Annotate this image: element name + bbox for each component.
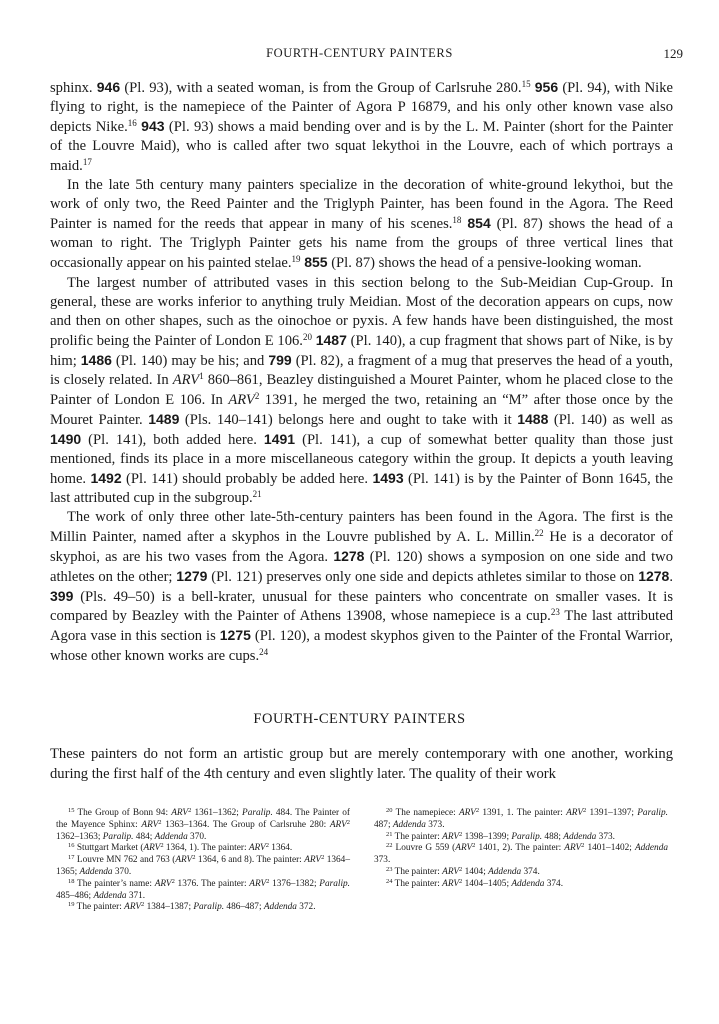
catalogue-number: 854 <box>467 215 491 232</box>
catalogue-number: 1278 <box>638 567 670 584</box>
catalogue-number: 1486 <box>80 352 112 369</box>
footnote-ref: 15 <box>521 79 531 89</box>
catalogue-number: 946 <box>96 79 121 95</box>
footnote-18: $^{18}$ The painter’s name: ARV$^2$ 1376. The painter: ARV$^2$ 1376–1382; Paralip. 485–486; Addenda 371. <box>56 877 350 901</box>
edition-superscript: 1 <box>199 371 204 382</box>
catalogue-number: 1278 <box>333 547 365 564</box>
footnote-16: $^{16}$ Stuttgart Market (ARV$^2$ 1364, 1). The painter: ARV$^2$ 1364. <box>68 842 293 854</box>
catalogue-number: 1492 <box>90 470 122 487</box>
section-heading: FOURTH-CENTURY PAINTERS <box>253 711 466 727</box>
catalogue-number: 399 <box>50 588 74 605</box>
footnote-ref: 18 <box>452 215 462 226</box>
catalogue-number: 1279 <box>176 567 208 584</box>
footnote-ref: 19 <box>291 254 301 265</box>
catalogue-number: 855 <box>304 254 328 271</box>
footnote-17: $^{17}$ Louvre MN 762 and 763 (ARV$^2$ 1364, 6 and 8). The painter: ARV$^2$ 1364–1365; Addenda 370. <box>56 854 350 877</box>
abbreviation: ARV <box>228 391 255 408</box>
catalogue-number: 799 <box>268 352 292 369</box>
footnote-ref: 17 <box>82 156 92 167</box>
footnote-19: $^{19}$ The painter: ARV$^2$ 1384–1387; Paralip. 486–487; Addenda 372. <box>68 901 316 913</box>
footnote-ref: 16 <box>127 118 137 129</box>
section-text <box>50 745 673 784</box>
footnotes <box>56 808 668 914</box>
footnote-15: $^{15}$ The Group of Bonn 94: ARV$^2$ 1361–1362; Paralip. 484. The Painter of the Mayence Sphinx: ARV$^2$ 1363–1364. The Group of Carlsruhe 280: ARV$^2$ 1362–1363; Paralip. 484; Addenda 370. <box>56 807 350 842</box>
paragraph-1: sphinx. 946 (Pl. 93), with a seated woman, is from the Group of Carlsruhe 280.15 956 (Pl. 94), with Nike flying to right, is the namepiece of the Painter of Agora P 16879, and his only other known vase also depicts Nike.$^{16}$ 943 (Pl. 93) shows a maid bending over and is by the L. M. Painter (short for the Painter of the Louvre Maid), who is called after two squat lekythoi in the Louvre, each of which portrays a maid.$^{17}$ <box>50 79 673 174</box>
footnotes-right-column <box>374 808 668 914</box>
abbreviation: ARV <box>172 372 200 389</box>
footnotes-left-column <box>56 808 350 914</box>
catalogue-number: 1490 <box>50 430 82 447</box>
section-paragraph: These painters do not form an artistic group but are merely contemporary with one another, working during the first half of the 4th century and even slightly later. The quality of their work <box>50 746 673 782</box>
catalogue-number: 1493 <box>372 470 404 487</box>
footnote-ref: 22 <box>534 527 544 538</box>
catalogue-number: 1275 <box>219 627 251 644</box>
catalogue-number: 956 <box>534 79 559 95</box>
footnote-ref: 20 <box>302 332 312 343</box>
footnote-21: $^{21}$ The painter: ARV$^2$ 1398–1399; Paralip. 488; Addenda 373. <box>386 830 615 842</box>
page-number: 129 <box>663 46 683 61</box>
footnote-24: $^{24}$ The painter: ARV$^2$ 1404–1405; Addenda 374. <box>386 877 564 889</box>
footnote-20: $^{20}$ The namepiece: ARV$^2$ 1391, 1. The painter: ARV$^2$ 1391–1397; Paralip. 487; Addenda 373. <box>374 807 668 830</box>
running-head <box>0 46 719 66</box>
footnote-22: $^{22}$ Louvre G 559 (ARV$^2$ 1401, 2). The painter: ARV$^2$ 1401–1402; Addenda 373. <box>374 842 668 866</box>
catalogue-number: 1491 <box>263 430 296 447</box>
footnote-ref: 24 <box>259 646 269 657</box>
paragraph-3: The largest number of attributed vases in this section belong to the Sub-Meidian Cup-Group. In general, these are works inferior to anything truly Meidian. Most of the decoration appears on cups, now and then on other shapes, such as the oinochoe or pyxis. A few hands have been distinguished, the most prolific being the Painter of London E 106.20 1487 (Pl. 140), a cup fragment that shows part of Nike, is by him; 1486 (Pl. 140) may be his; and 799 (Pl. 82), a fragment of a mug that preserves the head of a youth, is closely related. In ARV$^1$ 860–861, Beazley distinguished a Mouret Painter, whom he placed close to the Painter of London E 106. In ARV$^2$ 1391, he merged the two, retaining an “M” after those once by the Mouret Painter. 1489 (Pls. 140–141) belongs here and ought to take with it 1488 (Pl. 140) as well as 1490 (Pl. 141), both added here. 1491 (Pl. 141), a cup of somewhat better quality than those just mentioned, finds its place in a more miscellaneous category within the group. It depicts a youth leaving home. 1492 (Pl. 141) should probably be added here. 1493 (Pl. 141) is by the Painter of Bonn 1645, the last attributed cup in the subgroup.$^{21}$ <box>50 274 674 507</box>
catalogue-number: 1489 <box>148 410 180 427</box>
paragraph-4: The work of only three other late-5th-century painters has been found in the Agora. The first is the Millin Painter, named after a skyphos in the Louvre published by A. L. Millin.$^{22}$ He is a decorator of skyphoi, as are his two vases from the Agora. 1278 (Pl. 120) shows a symposion on one side and two athletes on the other; 1279 (Pl. 121) preserves only one side and depicts athletes similar to those on 1278. 399 (Pls. 49–50) is a bell-krater, unusual for these painters who concentrate on smaller vases. It is compared by Beazley with the Painter of Athens 13908, whose namepiece is a cup.$^{23}$ The last attributed Agora vase in this section is 1275 (Pl. 120), a modest skyphos given to the Painter of the Frontal Warrior, whose other known works are cups.$^{24}$ <box>50 509 673 664</box>
catalogue-number: 943 <box>141 118 165 135</box>
footnote-23: $^{23}$ The painter: ARV$^2$ 1404; Addenda 374. <box>386 865 540 877</box>
catalogue-number: 1488 <box>517 410 549 427</box>
body-text <box>50 78 673 666</box>
edition-superscript: 2 <box>254 390 260 401</box>
running-title: FOURTH-CENTURY PAINTERS <box>266 46 453 60</box>
paragraph-2: In the late 5th century many painters specialize in the decoration of white-ground lekythoi, but the work of only two, the Reed Painter and the Triglyph Painter, has been found in the Agora. The Reed Painter is named for the reeds that appear in many of his scenes.$^{18}$ 854 (Pl. 87) shows the head of a woman to right. The Triglyph Painter gets his name from the groups of three vertical lines that occasionally appear on his painted stelae.$^{19}$ 855 (Pl. 87) shows the head of a pensive-looking woman. <box>50 176 673 272</box>
footnote-ref: 21 <box>252 489 262 500</box>
footnote-ref: 23 <box>550 607 560 618</box>
catalogue-number: 1487 <box>315 332 347 349</box>
